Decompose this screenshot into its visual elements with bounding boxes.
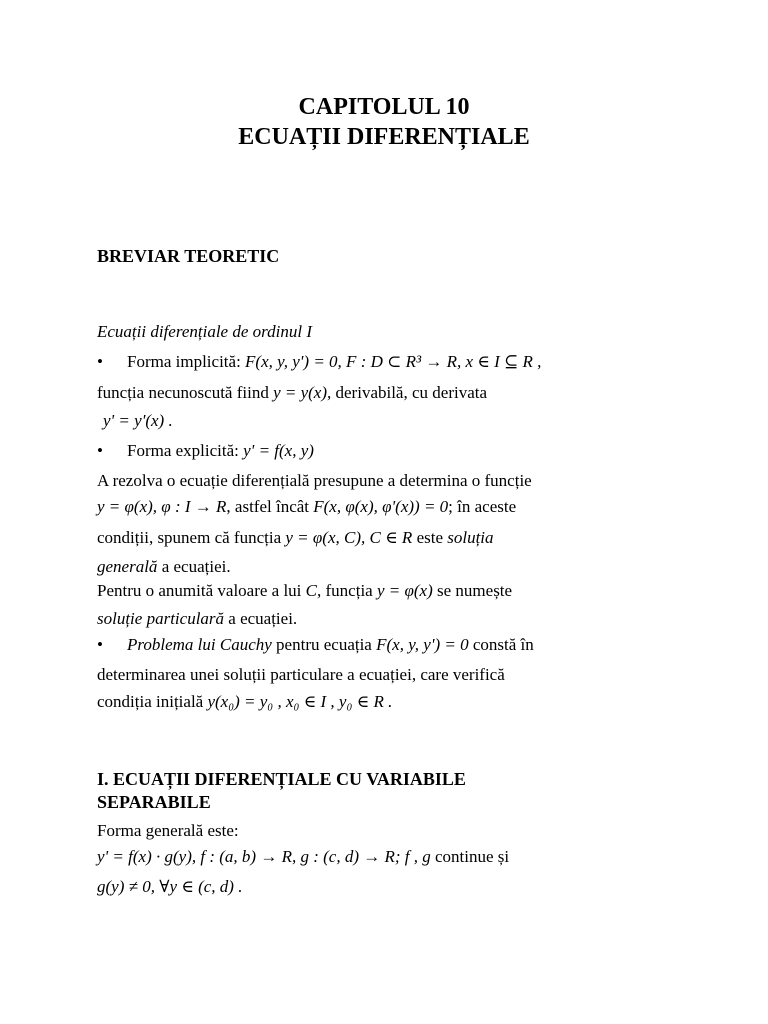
explicit-formula: y' = f(x, y) (243, 441, 314, 460)
implicit-text2: , derivabilă, cu derivata (327, 383, 488, 402)
section1-heading-line2: SEPARABILE (97, 792, 211, 812)
particular-formula: y = φ(x) (376, 581, 433, 600)
particular-text4: a ecuației. (228, 609, 298, 628)
bullet-icon: • (97, 635, 103, 654)
cauchy-italic: Problema lui Cauchy (127, 635, 272, 654)
general-form-label: Forma generală este: (97, 821, 239, 840)
cauchy-formula: F(x, y, y') = 0 (376, 635, 469, 654)
solve-text: A rezolva o ecuație diferențială presupune a determina o funcție (97, 471, 532, 490)
implicit-yx: y = y(x) (273, 383, 328, 402)
implicit-text-line (97, 382, 677, 404)
cauchy-text2: constă în (472, 635, 534, 654)
section1-formula-text: continue și (435, 847, 510, 866)
particular-c: C (305, 581, 318, 600)
explicit-label: Forma explicită: (127, 441, 239, 460)
implicit-form-line (97, 351, 677, 373)
cauchy-line3-text: condiția inițială (97, 692, 204, 711)
cauchy-text: pentru ecuația (276, 635, 372, 654)
general-line (97, 556, 677, 578)
condition-italic: soluția (447, 528, 494, 547)
bullet-icon: • (97, 441, 103, 460)
cauchy-line2: determinarea unei soluții particulare a ecuației, care verifică (97, 665, 505, 684)
cauchy-line3 (97, 691, 677, 713)
implicit-text: funcția necunoscută fiind (97, 383, 269, 402)
chapter-title: ECUAȚII DIFERENȚIALE (238, 124, 530, 150)
bullet-icon: • (97, 352, 103, 371)
solve-text2: , astfel încât (226, 497, 310, 516)
breviar-heading: BREVIAR TEORETIC (97, 246, 280, 266)
section1-formula: y' = f(x) · g(y), f : (a, b) → R, g : (c, d) → R; f , g (97, 847, 431, 866)
solve-text3: ; în aceste (448, 497, 517, 516)
general-italic: generală (97, 557, 158, 576)
solve-formula2: F(x, φ(x), φ'(x)) = 0 (313, 497, 449, 516)
particular-line2 (97, 608, 677, 630)
solve-formula: y = φ(x), φ : I → R (97, 497, 227, 516)
section1-formula-line (97, 846, 677, 868)
section1-formula2: g(y) ≠ 0, ∀y ∈ (c, d) . (97, 877, 243, 896)
condition-text: condiții, spunem că funcția (97, 528, 282, 547)
particular-italic: soluție particulară (97, 609, 225, 628)
cauchy-line (97, 634, 677, 656)
explicit-form-line (97, 440, 677, 462)
general-text: a ecuației. (161, 557, 231, 576)
section1-heading (97, 768, 697, 814)
particular-text2: , funcția (317, 581, 373, 600)
particular-text3: se numește (437, 581, 513, 600)
order1-subheading: Ecuații diferențiale de ordinul I (97, 322, 312, 341)
solve-formula-line (97, 496, 677, 518)
implicit-label: Forma implicită: (127, 352, 241, 371)
particular-text: Pentru o anumită valoare a lui (97, 581, 302, 600)
implicit-derivative: y' = y'(x) . (103, 411, 173, 430)
chapter-number: CAPITOLUL 10 (298, 94, 470, 120)
condition-formula: y = φ(x, C), C ∈ R (285, 528, 413, 547)
implicit-formula: F(x, y, y') = 0, F : D ⊂ R³ → R, x ∈ I ⊆ R , (245, 352, 542, 371)
section1-heading-line1: I. ECUAȚII DIFERENȚIALE CU VARIABILE (97, 769, 466, 789)
condition-text2: este (416, 528, 443, 547)
condition-line (97, 527, 677, 549)
particular-line (97, 580, 677, 602)
cauchy-formula2: y(x₀) = y₀ , x₀ ∈ I , y₀ ∈ R . (207, 692, 393, 711)
